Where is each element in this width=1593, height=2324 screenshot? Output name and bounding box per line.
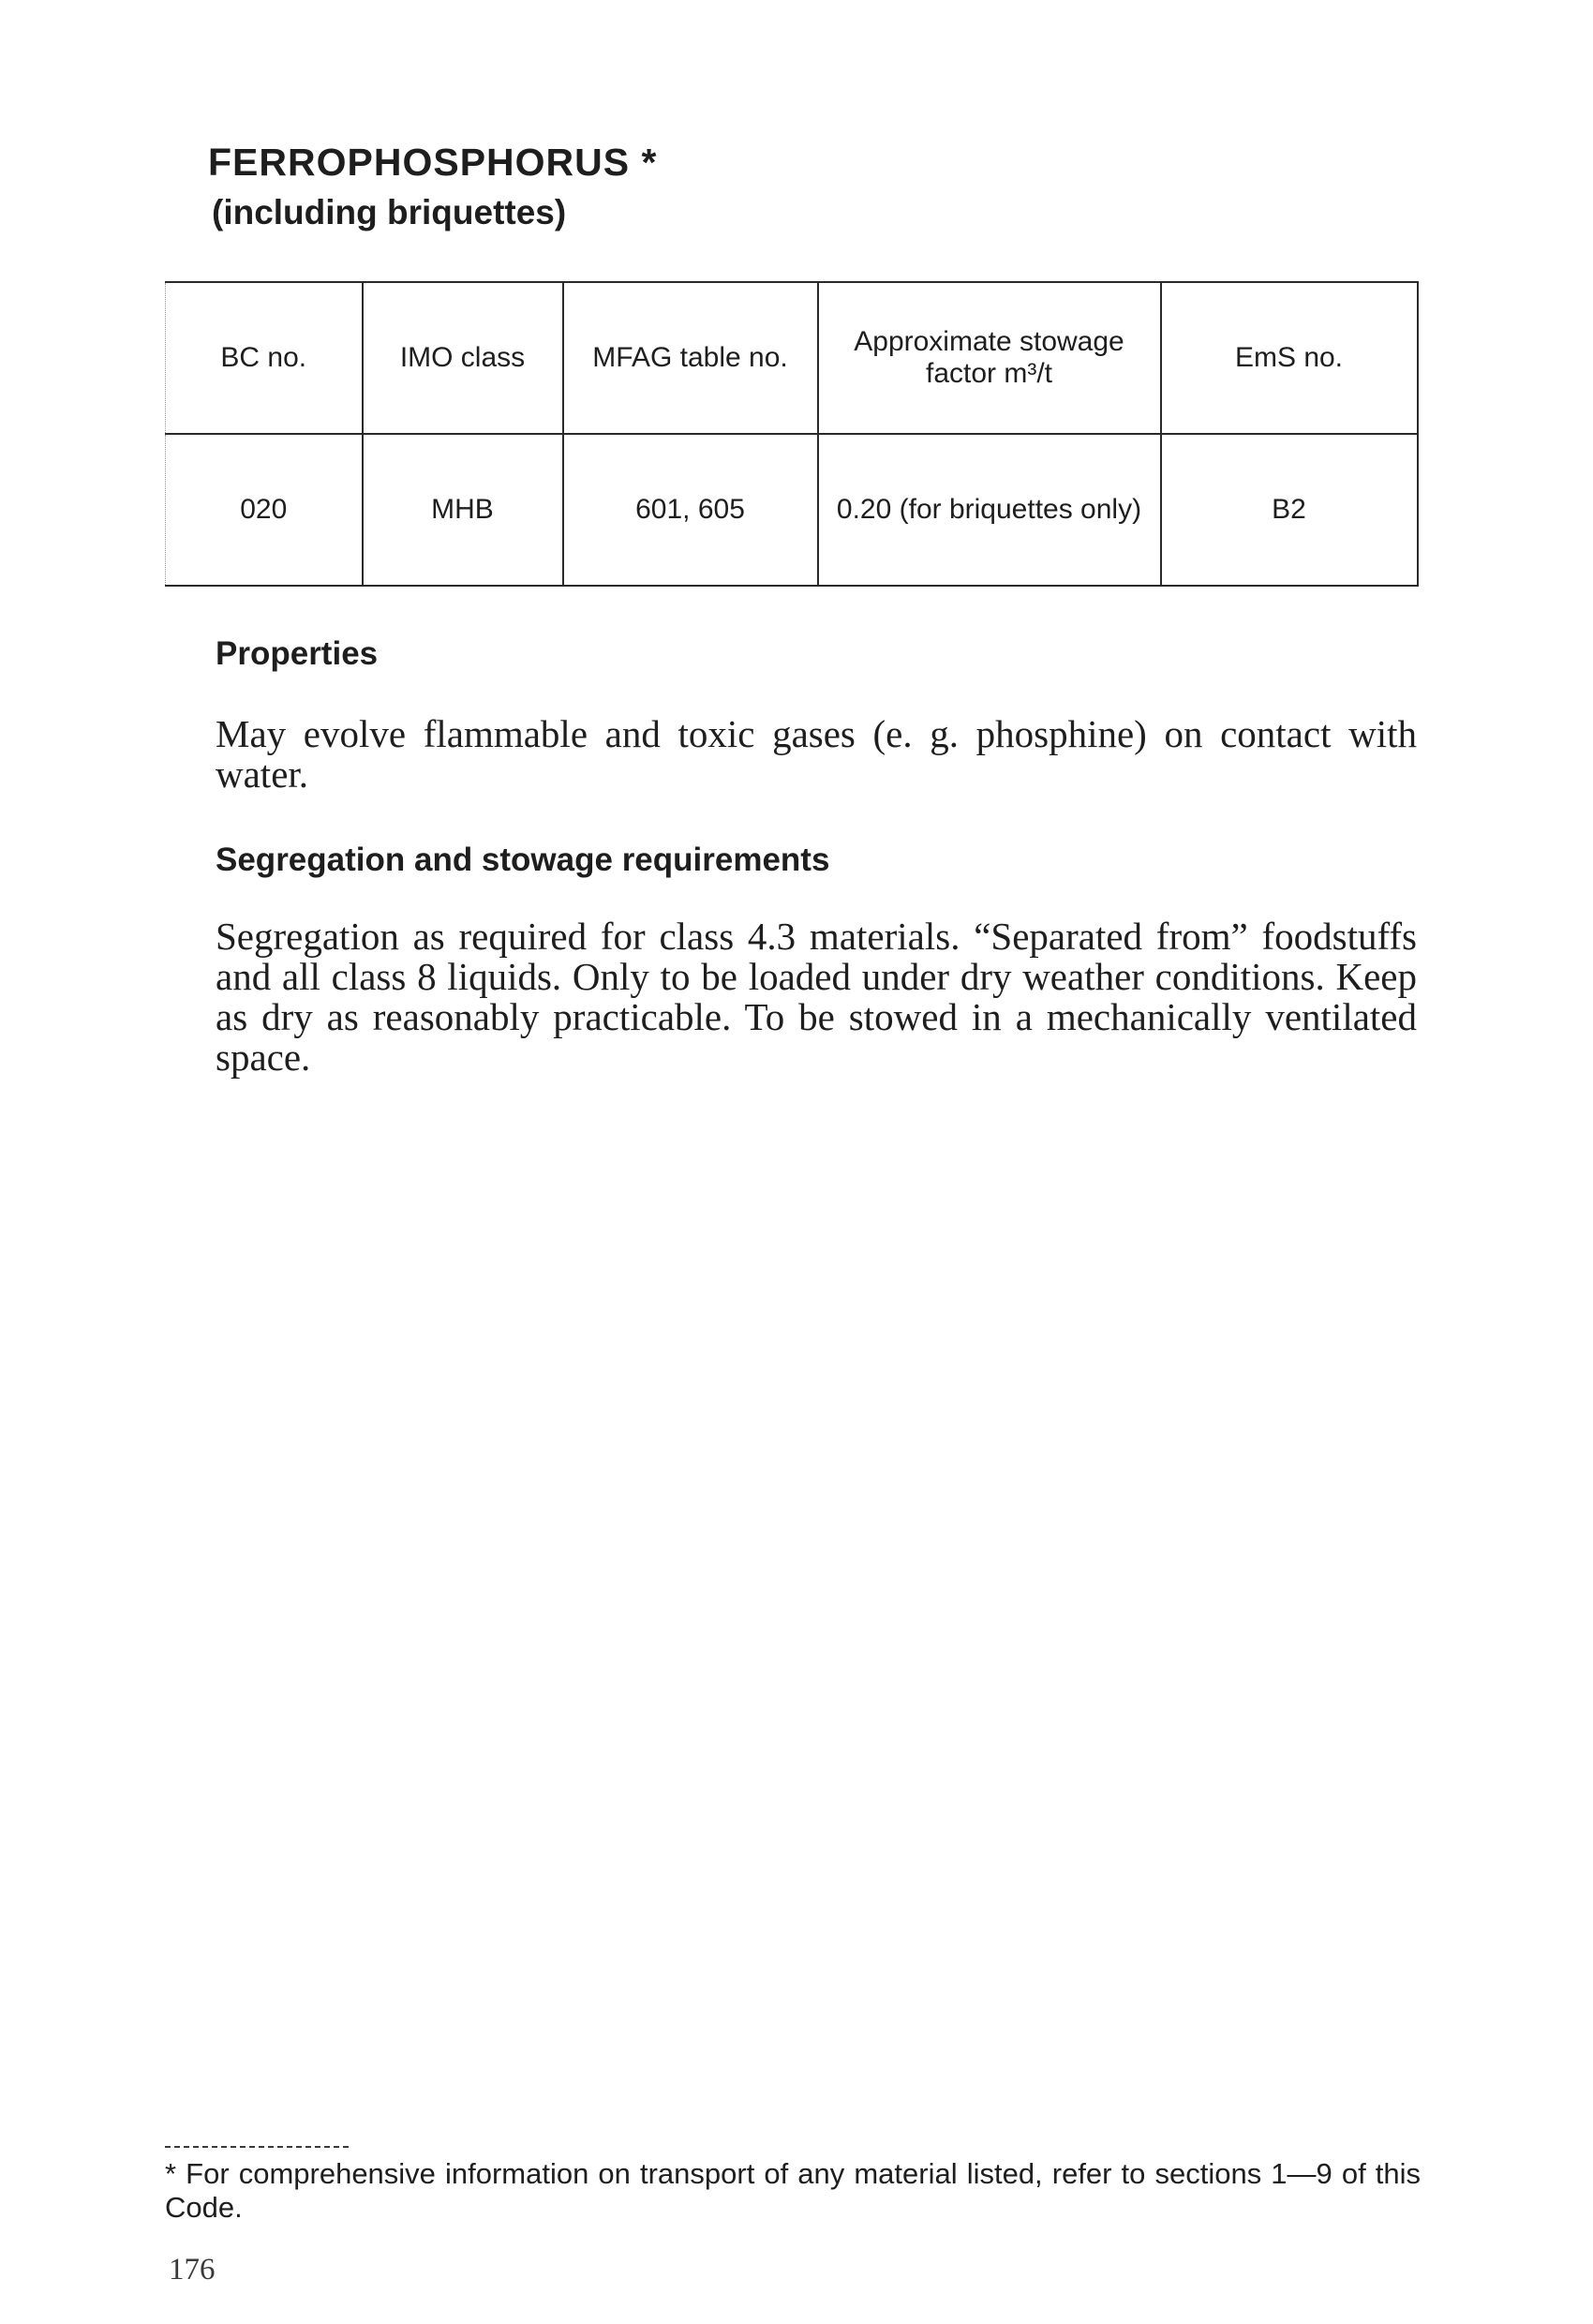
cargo-spec-table [165,281,1419,587]
footnote-divider [165,2146,349,2148]
table-row [166,434,1418,586]
page-title: FERROPHOSPHORUS * [208,141,658,184]
page-subtitle: (including briquettes) [212,193,567,231]
header-ems-no: EmS no. [1161,282,1418,434]
header-stowage-factor: Approximate stowage factor m³/t [818,282,1161,434]
header-imo-class: IMO class [363,282,563,434]
header-mfag-table-no: MFAG table no. [563,282,818,434]
cell-bc-no: 020 [166,434,363,586]
segregation-heading: Segregation and stowage requirements [216,842,830,878]
cell-imo-class: MHB [363,434,563,586]
cell-mfag-table-no: 601, 605 [563,434,818,586]
page-number: 176 [169,2253,216,2287]
segregation-paragraph: Segregation as required for class 4.3 materials. “Separated from” foodstuffs and all class 8 liquids. Only to be loaded under dry weather conditions. Keep as dry as reasonably practicable. To be stowed in a mechanically ventilated space. [216,915,1417,1079]
properties-paragraph: May evolve flammable and toxic gases (e. g. phosphine) on contact with water. [216,712,1417,796]
header-bc-no: BC no. [166,282,363,434]
cell-stowage-factor: 0.20 (for briquettes only) [818,434,1161,586]
properties-heading: Properties [216,635,379,672]
cell-ems-no: B2 [1161,434,1418,586]
table-header-row [166,282,1418,434]
footnote: * For comprehensive information on transport of any material listed, refer to sections 1—9 of this Code. [165,2157,1421,2224]
